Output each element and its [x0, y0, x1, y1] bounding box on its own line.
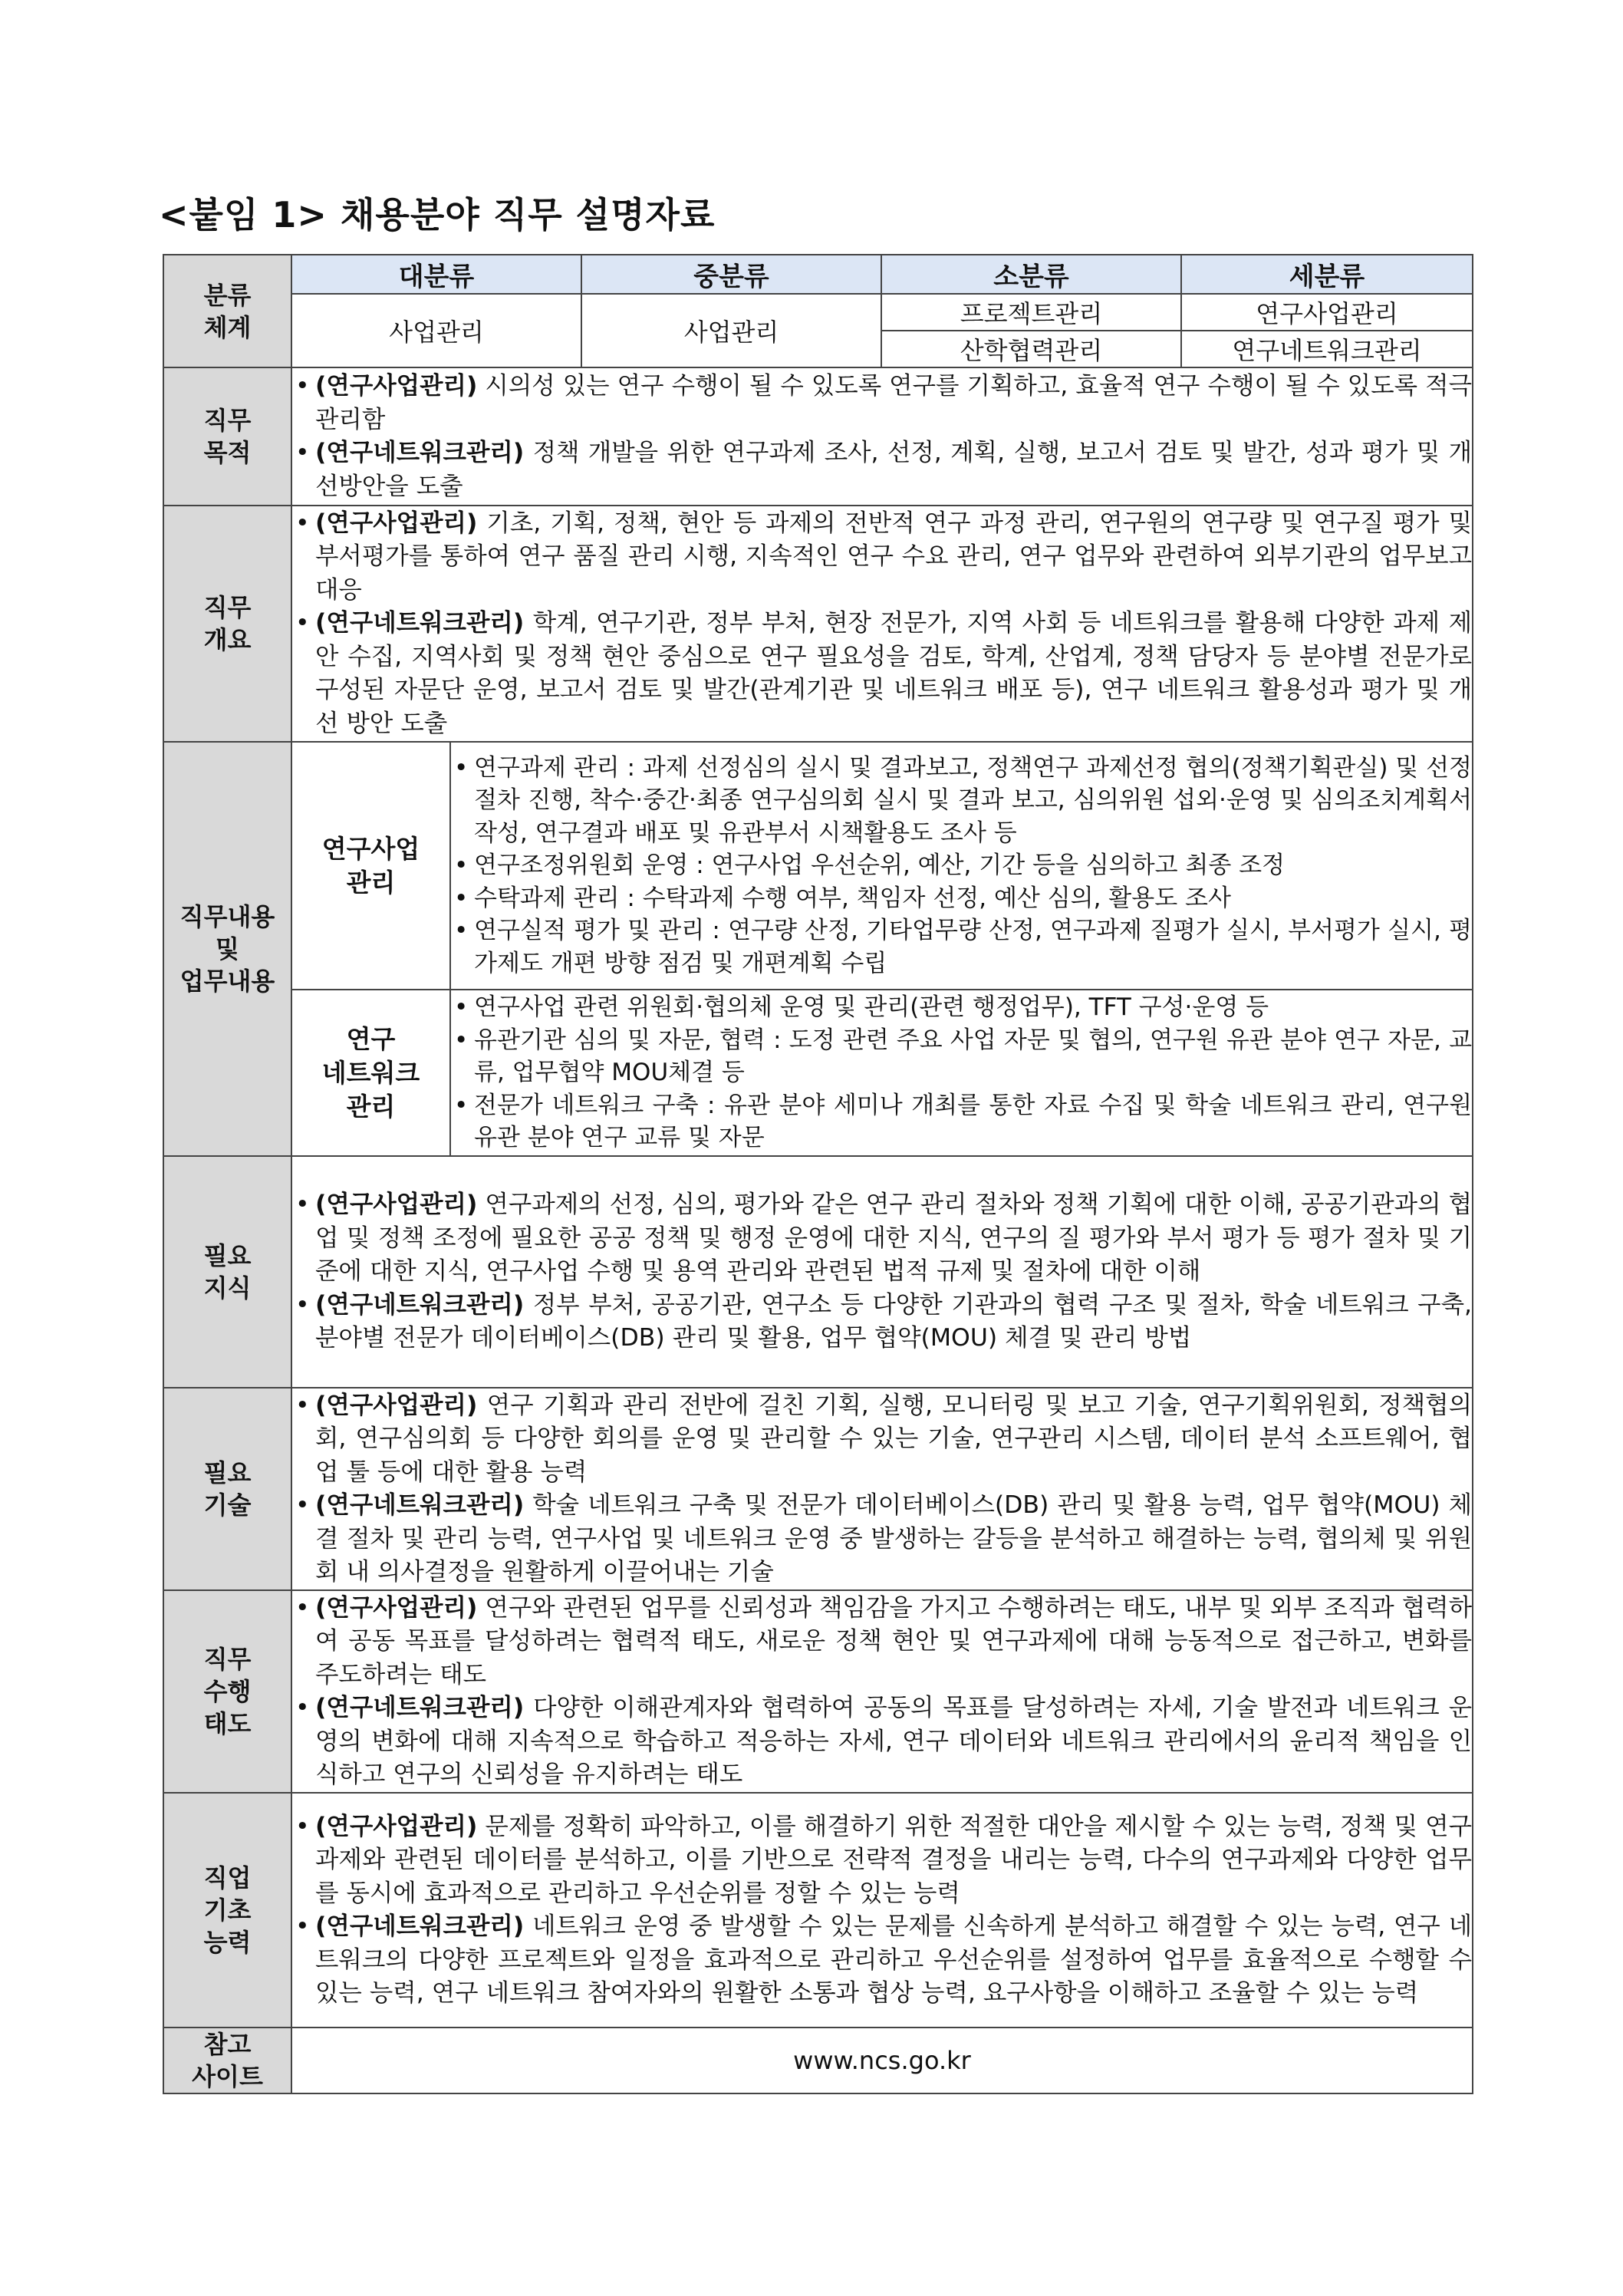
overview-content: [291, 506, 1473, 742]
list-item: [292, 1489, 1472, 1589]
page-title: <붙임 1> 채용분야 직무 설명자료: [159, 194, 716, 236]
network-mgmt-content: [450, 990, 1473, 1156]
skills-content: [291, 1388, 1473, 1590]
list-item: • 연구사업 관련 위원회·협의체 운영 및 관리(관련 행정업무), TFT 구성·운영 등: [451, 991, 1472, 1024]
item-tag: (연구네트워크관리): [315, 1491, 525, 1519]
minor-category-1: 프로젝트관리: [881, 294, 1181, 331]
item-tag: (연구사업관리): [315, 1593, 478, 1622]
major-category: 사업관리: [291, 294, 581, 367]
purpose-row: [163, 367, 1473, 506]
list-item: • 수탁과제 관리 : 수탁과제 수행 여부, 책임자 선정, 예산 심의, 활용도 조사: [451, 882, 1472, 915]
basic-ability-label: 직업 기초 능력: [163, 1793, 291, 2028]
item-tag: (연구네트워크관리): [315, 439, 525, 466]
detail-category-2: 연구네트워크관리: [1181, 331, 1473, 367]
list-item: [292, 1188, 1472, 1289]
item-tag: (연구네트워크관리): [315, 1694, 525, 1721]
item-tag: (연구사업관리): [315, 1391, 478, 1419]
reference-label: 참고 사이트: [163, 2028, 291, 2093]
header-minor: 소분류: [881, 255, 1181, 294]
item-tag: (연구사업관리): [315, 372, 478, 400]
attitude-label: 직무 수행 태도: [163, 1590, 291, 1793]
item-text: 시의성 있는 연구 수행이 될 수 있도록 연구를 기획하고, 효율적 연구 수행이 될 수 있도록 적극 관리함: [315, 372, 1473, 433]
basic-ability-content: [291, 1793, 1473, 2028]
item-text: 연구 기획과 관리 전반에 걸친 기획, 실행, 모니터링 및 보고 기술, 연구기획위원회, 정책협의회, 연구심의회 등 다양한 회의를 운영 및 관리할 수 있는 기술, 연구관리 시스템, 데이터 분석 소프트웨어, 협업 툴 등에 대한 활용 능력: [315, 1391, 1473, 1486]
list-item: [292, 1592, 1472, 1692]
item-text: 연구과제의 선정, 심의, 평가와 같은 연구 관리 절차와 정책 기획에 대한 이해, 공공기관과의 협업 및 정책 조정에 필요한 공공 정책 및 행정 운영에 대한 지식, 연구의 질 평가와 부서 평가 등 평가 절차 및 기준에 대한 지식, 연구사업 수행 및 용역 관리와 관련된 법적 규제 및 절차에 대한 이해: [315, 1191, 1473, 1286]
item-tag: (연구네트워크관리): [315, 1912, 525, 1940]
item-tag: (연구사업관리): [315, 1812, 478, 1840]
header-major: 대분류: [291, 255, 581, 294]
item-tag: (연구사업관리): [315, 1191, 478, 1219]
duties-label: 직무내용 및 업무내용: [163, 742, 291, 1156]
list-item: [292, 607, 1472, 740]
list-item: [292, 1289, 1472, 1356]
item-tag: (연구네트워크관리): [315, 609, 525, 637]
classification-label: 분류 체계: [163, 255, 291, 367]
list-item: [292, 1810, 1472, 1911]
research-mgmt-content: [450, 742, 1473, 990]
purpose-label: 직무 목적: [163, 367, 291, 506]
item-text: 문제를 정확히 파악하고, 이를 해결하기 위한 적절한 대안을 제시할 수 있는 능력, 정책 및 연구 과제와 관련된 데이터를 분석하고, 이를 기반으로 전략적 결정을 내리는 능력, 다수의 연구과제와 다양한 업무를 동시에 효과적으로 관리하고 우선순위를 정할 수 있는 능력: [315, 1812, 1473, 1907]
item-text: 정부 부처, 공공기관, 연구소 등 다양한 기관과의 협력 구조 및 절차, 학술 네트워크 구축, 분야별 전문가 데이터베이스(DB) 관리 및 활용, 업무 협약(MOU) 체결 및 관리 방법: [315, 1290, 1473, 1352]
skills-row: [163, 1388, 1473, 1590]
list-item: • 연구과제 관리 : 과제 선정심의 실시 및 결과보고, 정책연구 과제선정 협의(정책기획관실) 및 선정 절차 진행, 착수·중간·최종 연구심의회 실시 및 결과 보고, 심의위원 섭외·운영 및 심의조치계획서 작성, 연구결과 배포 및 유관부서 시책활용도 조사 등: [451, 752, 1472, 850]
item-text: 학계, 연구기관, 정부 부처, 현장 전문가, 지역 사회 등 네트워크를 활용해 다양한 과제 제안 수집, 지역사회 및 정책 현안 중심으로 연구 필요성을 검토, 학계, 산업계, 정책 담당자 등 분야별 전문가로 구성된 자문단 운영, 보고서 검토 및 발간(관계기관 및 네트워크 배포 등), 연구 네트워크 활용성과 평가 및 개선 방안 도출: [315, 609, 1473, 737]
item-text: 연구와 관련된 업무를 신뢰성과 책임감을 가지고 수행하려는 태도, 내부 및 외부 조직과 협력하여 공동 목표를 달성하려는 협력적 태도, 새로운 정책 현안 및 연구과제에 대해 능동적으로 접근하고, 변화를 주도하려는 태도: [315, 1593, 1473, 1688]
list-item: [292, 507, 1472, 608]
list-item: • 연구조정위원회 운영 : 연구사업 우선순위, 예산, 기간 등을 심의하고 최종 조정: [451, 849, 1472, 882]
classification-header-row: [163, 255, 1473, 294]
attitude-row: [163, 1590, 1473, 1793]
knowledge-content: [291, 1156, 1473, 1388]
list-item: • 유관기관 심의 및 자문, 협력 : 도정 관련 주요 사업 자문 및 협의, 연구원 유관 분야 연구 자문, 교류, 업무협약 MOU체결 등: [451, 1024, 1472, 1089]
item-tag: (연구네트워크관리): [315, 1290, 525, 1319]
minor-category-2: 산학협력관리: [881, 331, 1181, 367]
purpose-content: [291, 367, 1473, 506]
basic-ability-row: [163, 1793, 1473, 2028]
duties-row-network: [163, 990, 1473, 1156]
attitude-content: [291, 1590, 1473, 1793]
knowledge-row: [163, 1156, 1473, 1388]
knowledge-label: 필요 지식: [163, 1156, 291, 1388]
reference-row: [163, 2028, 1473, 2093]
list-item: [292, 436, 1472, 503]
item-text: 기초, 기획, 정책, 현안 등 과제의 전반적 연구 과정 관리, 연구원의 연구량 및 연구질 평가 및 부서평가를 통하여 연구 품질 관리 시행, 지속적인 연구 수요 관리, 연구 업무와 관련하여 외부기관의 업무보고 대응: [315, 509, 1473, 604]
item-text: 학술 네트워크 구축 및 전문가 데이터베이스(DB) 관리 및 활용 능력, 업무 협약(MOU) 체결 절차 및 관리 능력, 연구사업 및 네트워크 운영 중 발생하는 갈등을 분석하고 해결하는 능력, 협의체 및 위원회 내 의사결정을 원활하게 이끌어내는 기술: [315, 1491, 1473, 1586]
header-detail: 세분류: [1181, 255, 1473, 294]
list-item: [292, 1692, 1472, 1792]
list-item: • 연구실적 평가 및 관리 : 연구량 산정, 기타업무량 산정, 연구과제 질평가 실시, 부서평가 실시, 평가제도 개편 방향 점검 및 개편계획 수립: [451, 914, 1472, 980]
middle-category: 사업관리: [581, 294, 881, 367]
item-tag: (연구사업관리): [315, 509, 478, 537]
detail-category-1: 연구사업관리: [1181, 294, 1473, 331]
item-text: 네트워크 운영 중 발생할 수 있는 문제를 신속하게 분석하고 해결할 수 있는 능력, 연구 네트워크의 다양한 프로젝트와 일정을 효과적으로 관리하고 우선순위를 설정하여 업무를 효율적으로 수행할 수 있는 능력, 연구 네트워크 참여자와의 원활한 소통과 협상 능력, 요구사항을 이해하고 조율할 수 있는 능력: [315, 1912, 1473, 2007]
overview-label: 직무 개요: [163, 506, 291, 742]
skills-label: 필요 기술: [163, 1388, 291, 1590]
research-mgmt-label: 연구사업 관리: [291, 742, 450, 990]
network-mgmt-label: 연구 네트워크 관리: [291, 990, 450, 1156]
item-text: 정책 개발을 위한 연구과제 조사, 선정, 계획, 실행, 보고서 검토 및 발간, 성과 평가 및 개선방안을 도출: [315, 439, 1473, 500]
item-text: 다양한 이해관계자와 협력하여 공동의 목표를 달성하려는 자세, 기술 발전과 네트워크 운영의 변화에 대해 지속적으로 학습하고 적응하는 자세, 연구 데이터와 네트워크 관리에서의 윤리적 책임을 인식하고 연구의 신뢰성을 유지하려는 태도: [315, 1694, 1473, 1788]
overview-row: [163, 506, 1473, 742]
header-middle: 중분류: [581, 255, 881, 294]
list-item: [292, 370, 1472, 436]
list-item: • 전문가 네트워크 구축 : 유관 분야 세미나 개최를 통한 자료 수집 및 학술 네트워크 관리, 연구원 유관 분야 연구 교류 및 자문: [451, 1089, 1472, 1155]
list-item: [292, 1910, 1472, 2011]
duties-row-research: [163, 742, 1473, 990]
job-description-table: [163, 254, 1473, 2094]
list-item: [292, 1389, 1472, 1490]
classification-row: [163, 294, 1473, 331]
reference-url[interactable]: www.ncs.go.kr: [291, 2028, 1473, 2093]
